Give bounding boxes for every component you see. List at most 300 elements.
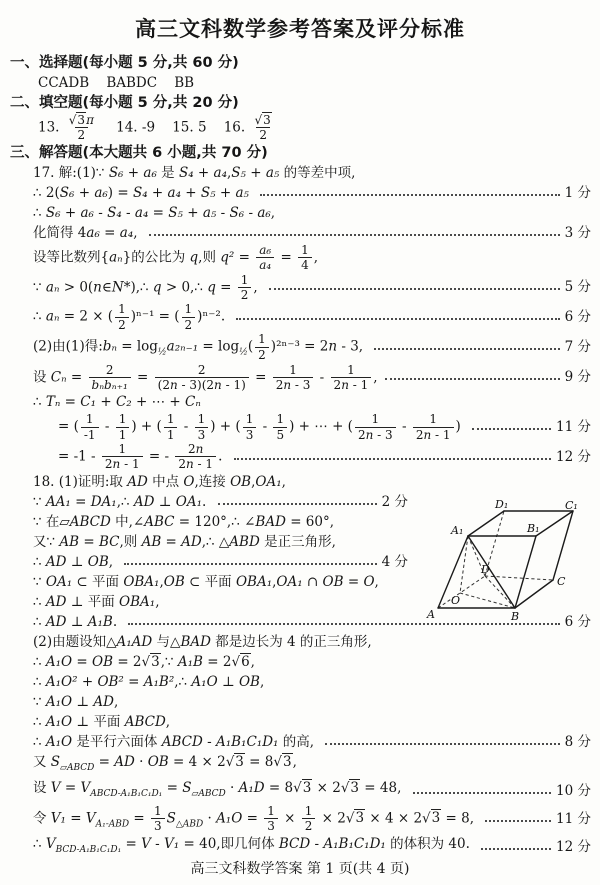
math-var: ABD xyxy=(108,819,130,830)
math-var: a₄ xyxy=(119,224,134,241)
leader-dots xyxy=(149,232,560,236)
math-var: A₁B² xyxy=(143,673,175,690)
content-line xyxy=(33,302,591,332)
line-text: ∴ A₁O = OB = 2√3,∵ A₁B = 2√6, xyxy=(33,653,255,670)
numerator: 2 xyxy=(105,362,114,377)
figure-vertex-label: D xyxy=(481,563,490,576)
leader-dots xyxy=(472,426,551,430)
denominator xyxy=(256,257,274,272)
sqrt: √6 xyxy=(231,653,250,670)
line-text: = -1 - $\frac{1}{2n - 1}$ = - $\frac{2n}{2n - 1}$ . xyxy=(58,442,227,472)
math-var: aₙ xyxy=(45,308,60,325)
leader-dots xyxy=(269,286,560,290)
math-var: AD xyxy=(45,613,67,630)
fraction xyxy=(355,412,396,442)
math-var: C₂ xyxy=(115,394,132,411)
leader-dots xyxy=(481,846,551,850)
math-var: n xyxy=(93,278,102,295)
math-var: a₅ xyxy=(265,164,280,181)
math-var: n xyxy=(169,377,178,392)
math-var: n xyxy=(214,377,222,392)
math-var: ABD xyxy=(182,819,204,830)
fraction xyxy=(151,804,165,834)
figure-edge-D-B xyxy=(485,576,515,608)
subscript: ABCD-A₁B₁C₁D₁ xyxy=(90,788,163,799)
score-label: 9 分 xyxy=(564,369,591,386)
content-line xyxy=(10,93,591,113)
numerator: 1 xyxy=(184,302,193,317)
math-var: q xyxy=(189,249,199,266)
sqrt: √3 xyxy=(340,779,360,796)
math-var: OB xyxy=(92,653,114,670)
score-label: 6 分 xyxy=(564,613,591,630)
denominator: 2 xyxy=(238,287,252,302)
math-var: OB xyxy=(238,673,260,690)
fraction xyxy=(66,113,97,143)
math-var: V₁ xyxy=(50,810,66,827)
math-var: ABCD xyxy=(90,788,118,799)
math-var: O xyxy=(363,573,375,590)
math-var: a₆ xyxy=(86,224,100,241)
math-var: ABCD xyxy=(69,513,111,530)
denominator: 1 xyxy=(164,427,178,442)
line-text: 一、选择题(每小题 5 分,共 60 分) xyxy=(10,55,239,71)
math-var: OA₁ xyxy=(255,473,282,490)
line-text: 令 $V_1 = V_{A_1-ABD}$ = $\frac{1}{3}$ $S_{\triangle ABD} \cdot A_1O$ = $\frac{1}{3}$ × $\frac{1}{2}$ × 2√3 × 4 × 2√3 = 8, xyxy=(33,803,479,834)
math-var: A₁B₁C₁D₁ xyxy=(323,836,386,853)
math-var: BAD xyxy=(255,513,286,530)
sqrt: √3 xyxy=(254,113,271,127)
math-var: A₁O xyxy=(45,693,73,710)
figure-vertex-label: C₁ xyxy=(565,499,578,512)
math-var: a₆ xyxy=(257,204,271,221)
fraction xyxy=(413,412,454,442)
line-text: ∵ AA₁ = DA₁,∴ AD ⊥ OA₁. xyxy=(33,493,211,510)
fraction xyxy=(175,442,216,472)
figure-vertex-label: D₁ xyxy=(495,498,509,511)
fraction xyxy=(298,243,312,273)
score-label: 7 分 xyxy=(564,339,591,356)
math-var: S₆ xyxy=(229,204,245,221)
fraction xyxy=(264,804,278,834)
fraction xyxy=(273,363,314,393)
math-var: OB² xyxy=(97,673,124,690)
leader-dots xyxy=(260,192,559,196)
math-var: S₄ xyxy=(178,164,194,181)
math-var: BC xyxy=(98,533,120,550)
line-text: ∴ AD ⊥ 平面 OBA₁, xyxy=(33,593,160,610)
sqrt: √3 xyxy=(293,779,312,796)
content-line xyxy=(58,442,591,472)
fraction xyxy=(89,363,131,393)
numerator: 1 xyxy=(166,412,175,427)
math-var: A₁AD xyxy=(116,633,153,650)
math-var: S₅ xyxy=(231,164,246,181)
numerator: 1 xyxy=(304,803,313,818)
math-var: bₙbₙ₊₁ xyxy=(91,377,128,392)
numerator: 2n xyxy=(188,442,204,457)
content-line xyxy=(10,53,591,73)
content-line xyxy=(33,732,591,752)
math-var: q² xyxy=(220,249,235,266)
score-label: 1 分 xyxy=(564,184,591,201)
denominator: 3 xyxy=(195,427,209,442)
math-var: ABD xyxy=(229,533,260,550)
math-var: C₁ xyxy=(80,394,97,411)
math-var: BAD xyxy=(180,633,211,650)
math-var: AD xyxy=(93,693,114,710)
line-text: 又∵ AB = BC,则 AB = AD,∴ △ABD 是正三角形, xyxy=(33,533,336,550)
content-line xyxy=(33,363,591,393)
math-var: A₁O xyxy=(45,713,73,730)
denominator: 2n - 3 xyxy=(355,427,396,442)
math-var: OBA₁ xyxy=(119,593,156,610)
math-var: AD xyxy=(114,753,135,770)
subscript: ½ xyxy=(157,347,167,358)
score-label: 12 分 xyxy=(556,839,591,856)
numerator: 1 xyxy=(240,272,249,287)
math-var: OB xyxy=(87,553,109,570)
denominator: 1 xyxy=(116,427,130,442)
denominator: 2 xyxy=(255,347,269,362)
numerator: 1 xyxy=(245,412,254,427)
line-text: ∴ AD ⊥ OB, xyxy=(33,553,118,570)
denominator: -1 xyxy=(81,427,99,442)
content-line xyxy=(33,203,591,223)
numerator: 1 xyxy=(301,242,309,257)
fraction xyxy=(273,412,287,442)
line-text: ∴ AD ⊥ A₁B. xyxy=(33,613,122,630)
math-var: a₂ₙ₋₁ xyxy=(166,338,199,355)
figure-edge-A1-D1 xyxy=(468,511,504,536)
denominator: 3 xyxy=(151,818,165,833)
math-var: S₆ xyxy=(108,164,124,181)
score-label: 10 分 xyxy=(556,782,591,799)
math-var: AD xyxy=(45,553,67,570)
math-var: O xyxy=(183,473,195,490)
denominator: 2n - 3 xyxy=(273,377,314,392)
numerator: 1 xyxy=(347,362,355,377)
math-var: AD xyxy=(181,533,202,550)
math-var: S₅ xyxy=(200,184,216,201)
math-var: OA₁ xyxy=(175,493,202,510)
page-title: 高三文科数学参考答案及评分标准 xyxy=(135,17,465,41)
math-var: AB xyxy=(141,533,162,550)
content-line xyxy=(33,552,408,572)
denominator: 2n - 1 xyxy=(331,377,372,392)
math-var: DA₁ xyxy=(90,493,117,510)
line-text: ∴ A₁O² + OB² = A₁B²,∴ A₁O ⊥ OB, xyxy=(33,673,265,690)
figure-vertex-label: O xyxy=(451,594,461,607)
line-text: ∴ Tₙ = C₁ + C₂ + ⋯ + Cₙ xyxy=(33,394,201,411)
math-var: OB xyxy=(230,473,252,490)
line-text: ∴ A₁O 是平行六面体 ABCD - A₁B₁C₁D₁ 的高, xyxy=(33,733,319,750)
math-var: a₅ xyxy=(235,184,249,201)
score-label: 6 分 xyxy=(564,309,591,326)
content-line xyxy=(33,672,591,692)
math-var: A₁B₁C₁D₁ xyxy=(79,845,122,856)
fraction xyxy=(102,442,143,472)
line-text: 设 $V = V_{ABCD-A_1B_1C_1D_1} = S_{▱ABCD} \cdot A_1D = 8√3 \times 2√3 = 48$, xyxy=(33,779,406,799)
math-var: a₆ xyxy=(143,164,157,181)
math-var: V xyxy=(45,836,56,853)
math-var: A₁B xyxy=(177,653,203,670)
math-var: n xyxy=(341,377,349,392)
sqrt: √3 xyxy=(225,753,244,770)
math-var: Cₙ xyxy=(50,368,67,385)
fraction xyxy=(243,412,257,442)
fraction xyxy=(302,804,316,834)
math-var: A₁B xyxy=(87,613,113,630)
math-var: A₁O² xyxy=(45,673,78,690)
leader-dots xyxy=(218,501,377,505)
math-var: AB xyxy=(59,533,80,550)
sqrt: √3 xyxy=(141,653,160,670)
math-var: a₄ xyxy=(134,204,149,221)
math-var: a₄ xyxy=(259,258,272,273)
figure-vertex-label: A xyxy=(427,608,435,621)
line-text: ∴ $V_{BCD-A_1B_1C_1D_1} = V - V_1 = 40$,即几何体 BCD - A₁B₁C₁D₁ 的体积为 40. xyxy=(33,836,475,856)
figure-vertex-label: C xyxy=(557,575,566,588)
sqrt: √3 xyxy=(68,113,86,127)
score-label: 11 分 xyxy=(556,419,591,436)
denominator: 2 xyxy=(75,127,89,142)
numerator: 1 xyxy=(289,362,297,377)
fraction xyxy=(195,412,209,442)
math-var: V xyxy=(80,779,91,796)
denominator xyxy=(89,377,131,392)
denominator: 3 xyxy=(264,818,278,833)
math-var: A₁O xyxy=(216,810,243,827)
math-var: A₁ xyxy=(95,819,106,830)
fraction xyxy=(256,243,274,273)
line-text: (2)由(1)得:bₙ = $\log_{\frac{1}{2}}a_{2n-1} = \log_{\frac{1}{2}}$( $\frac{1}{2}$ )²ⁿ⁻³ = 2n - 3, xyxy=(33,332,368,362)
numerator: 1 xyxy=(429,412,437,427)
math-var: BCD xyxy=(278,836,311,853)
numerator: 1 xyxy=(267,803,275,818)
fraction xyxy=(238,273,252,303)
math-var: S₅ xyxy=(168,204,183,221)
content-line xyxy=(33,804,591,834)
math-var: q xyxy=(207,278,216,295)
math-var: OA₁ xyxy=(45,573,73,590)
sqrt: √3 xyxy=(422,810,441,827)
math-var: A₁D xyxy=(238,779,265,796)
math-var: S₄ xyxy=(107,204,122,221)
numerator xyxy=(256,243,274,257)
numerator: 1 xyxy=(276,412,285,427)
content-line xyxy=(33,392,591,412)
score-label: 8 分 xyxy=(564,733,591,750)
math-var: V xyxy=(50,779,61,796)
denominator: 2 xyxy=(256,127,270,142)
math-var: OA₁ xyxy=(276,573,303,590)
denominator: (2n - 3)(2n - 1) xyxy=(155,377,249,392)
denominator: 2n - 1 xyxy=(175,456,216,471)
math-var: AD xyxy=(45,593,67,610)
figure-vertex-label: A₁ xyxy=(451,524,464,537)
fraction xyxy=(116,412,130,442)
math-var: n xyxy=(186,457,194,472)
line-text: ∴ A₁O ⊥ 平面 ABCD, xyxy=(33,713,171,730)
denominator: 3 xyxy=(243,427,257,442)
line-text: ∵ 在▱ABCD 中,∠ABC = 120°,∴ ∠BAD = 60°, xyxy=(33,513,335,530)
math-var: V₁ xyxy=(164,836,180,853)
fraction xyxy=(331,363,372,393)
line-text: 化简得 4a₆ = a₄, xyxy=(33,224,142,241)
score-label: 12 分 xyxy=(556,448,591,465)
figure-vertex-label: B₁ xyxy=(527,522,540,535)
subscript: ▱ABCD xyxy=(60,762,95,773)
score-label: 4 分 xyxy=(381,553,408,570)
numerator: 2 xyxy=(197,362,206,377)
leader-dots xyxy=(374,346,559,350)
line-text: 13. $\frac{√3\pi}{2}$ 14. -9 15. 5 16. $\frac{√3}{2}$ xyxy=(38,113,277,143)
figure-edge-B-B1 xyxy=(515,536,536,608)
math-var: OBA₁ xyxy=(123,573,160,590)
content-line xyxy=(33,492,408,512)
math-var: bₙ xyxy=(102,338,117,355)
figure-vertex-label: B xyxy=(511,610,520,623)
math-var: S₆ xyxy=(59,184,75,201)
content-line xyxy=(33,183,591,203)
line-text: ∴ 2(S₆ + a₆) = S₄ + a₄ + S₅ + a₅ xyxy=(33,184,249,201)
math-var: OBA₁ xyxy=(235,573,273,590)
math-var: q xyxy=(152,278,162,295)
content-line xyxy=(33,632,591,652)
content-line xyxy=(33,752,591,778)
line-text: 设 Cₙ = 2 bₙbₙ₊₁ = $\frac{2}{(2n - 3)(2n - 1)}$ = $\frac{1}{2n - 3}$ - $\frac{1}{2n - 1}$ , xyxy=(33,362,378,392)
subscript: ▱ABCD xyxy=(191,788,226,799)
fraction xyxy=(155,363,249,393)
subscript: A₁-ABD xyxy=(95,819,130,830)
numerator: 1 xyxy=(258,332,266,347)
math-var: N* xyxy=(111,278,131,295)
fraction xyxy=(115,302,129,332)
leader-dots xyxy=(236,316,559,320)
math-var: V xyxy=(141,836,151,853)
math-var: ABCD xyxy=(198,788,226,799)
math-var: A₁O xyxy=(45,733,73,750)
subscript: △ABD xyxy=(175,819,204,830)
line-text: CCADB BABDC BB xyxy=(38,75,195,91)
math-var: S xyxy=(50,753,61,770)
math-var: n xyxy=(195,442,204,457)
math-var: ABCD xyxy=(124,713,166,730)
figure-edge-A1-B xyxy=(468,536,515,608)
math-var: OB xyxy=(322,573,344,590)
math-var: ABCD xyxy=(66,762,95,773)
line-text: 18. (1)证明:取 AD 中点 O,连接 OB,OA₁, xyxy=(33,473,286,490)
leader-dots xyxy=(124,561,376,565)
leader-dots xyxy=(485,818,551,822)
fraction xyxy=(251,113,274,143)
content-line xyxy=(58,412,591,442)
content-line xyxy=(33,273,591,303)
line-text: = ( $\frac{1}{-1}$ - $\frac{1}{1}$ ) + ( $\frac{1}{1}$ - $\frac{1}{3}$ ) + ( $\frac{1}{3}$ - $\frac{1}{5}$ ) + ⋯ + ( $\frac{1}{2n - 3}$ - $\frac{1}{2n - 1}$ ) xyxy=(58,412,466,442)
math-var: ABC xyxy=(144,513,175,530)
denominator: 5 xyxy=(273,427,287,442)
numerator: 1 xyxy=(118,442,127,457)
parallelepiped-figure xyxy=(413,496,600,626)
numerator: 1 xyxy=(154,803,162,818)
content-line xyxy=(33,243,591,273)
line-text: 17. 解:(1)∵ S₆ + a₆ 是 S₄ + a₄,S₅ + a₅ 的等差中项, xyxy=(33,164,356,181)
leader-dots xyxy=(385,376,560,380)
subscript: BCD-A₁B₁C₁D₁ xyxy=(55,845,122,856)
fraction xyxy=(81,412,99,442)
figure-edge-B-C xyxy=(515,580,553,608)
math-var: n xyxy=(423,427,432,442)
score-label: 3 分 xyxy=(564,224,591,241)
numerator: 1 xyxy=(371,412,380,427)
denominator: 2n - 1 xyxy=(413,427,454,442)
content-line xyxy=(33,332,591,362)
subscript: ½ xyxy=(239,347,248,358)
math-var: ABCD xyxy=(161,733,203,750)
line-text: 二、填空题(每小题 5 分,共 20 分) xyxy=(10,95,239,111)
numerator: 1 xyxy=(118,412,127,427)
score-label: 2 分 xyxy=(381,493,408,510)
denominator: 4 xyxy=(298,257,312,272)
numerator: 1 xyxy=(197,412,206,427)
math-var: a₄ xyxy=(213,164,227,181)
line-text: ∵ aₙ > 0(n∈N*),∴ q > 0,∴ q = $\frac{1}{2}$ , xyxy=(33,272,262,302)
content-lines xyxy=(0,53,600,860)
content-line xyxy=(10,143,591,163)
math-var: n xyxy=(112,457,121,472)
math-var: BCD xyxy=(55,845,77,856)
content-line xyxy=(33,692,591,712)
math-var: Cₙ xyxy=(184,394,201,411)
denominator: 2 xyxy=(182,317,196,332)
math-var: aₙ xyxy=(45,278,60,295)
math-var: AA₁ xyxy=(45,493,71,510)
math-var: n xyxy=(365,427,374,442)
line-text: ∵ OA₁ ⊂ 平面 OBA₁,OB ⊂ 平面 OBA₁,OA₁ ∩ OB = O, xyxy=(33,573,379,590)
math-var: A₁O xyxy=(191,673,218,690)
math-var: S₄ xyxy=(132,184,148,201)
line-text: ∴ aₙ = 2 × ( $\frac{1}{2}$ )ⁿ⁻¹ = ( $\frac{1}{2}$ )ⁿ⁻². xyxy=(33,302,230,332)
denominator: 2n - 1 xyxy=(102,456,143,471)
score-label: 11 分 xyxy=(556,811,591,828)
denominator: 2 xyxy=(115,317,129,332)
math-var: AD xyxy=(127,473,148,490)
fraction xyxy=(255,332,269,362)
math-var: a₅ xyxy=(202,204,217,221)
score-label: 5 分 xyxy=(564,279,591,296)
numerator xyxy=(251,113,274,127)
page-footer: 高三文科数学答案 第 1 页(共 4 页) xyxy=(190,861,410,877)
math-var: OB xyxy=(163,573,185,590)
math-var: aₙ xyxy=(109,249,123,266)
math-var: S xyxy=(166,810,176,827)
content-line xyxy=(38,113,591,143)
math-var: n xyxy=(328,338,338,355)
math-var: Tₙ xyxy=(45,394,61,411)
line-text: 又 $S_{▱ABCD}$ = AD · OB = 4 × 2√3 = 8√3, xyxy=(33,753,297,773)
math-var: a₄ xyxy=(167,184,182,201)
math-var: A₁O xyxy=(45,653,73,670)
leader-dots xyxy=(413,790,551,794)
content-line xyxy=(33,712,591,732)
line-text: 三、解答题(本大题共 6 小题,共 70 分) xyxy=(10,144,268,161)
line-text: ∴ S₆ + a₆ - S₄ - a₄ = S₅ + a₅ - S₆ - a₆, xyxy=(33,204,276,221)
leader-dots xyxy=(234,456,551,460)
math-var: S xyxy=(182,779,192,796)
sqrt: √3 xyxy=(345,810,365,827)
math-var: π xyxy=(86,113,94,127)
